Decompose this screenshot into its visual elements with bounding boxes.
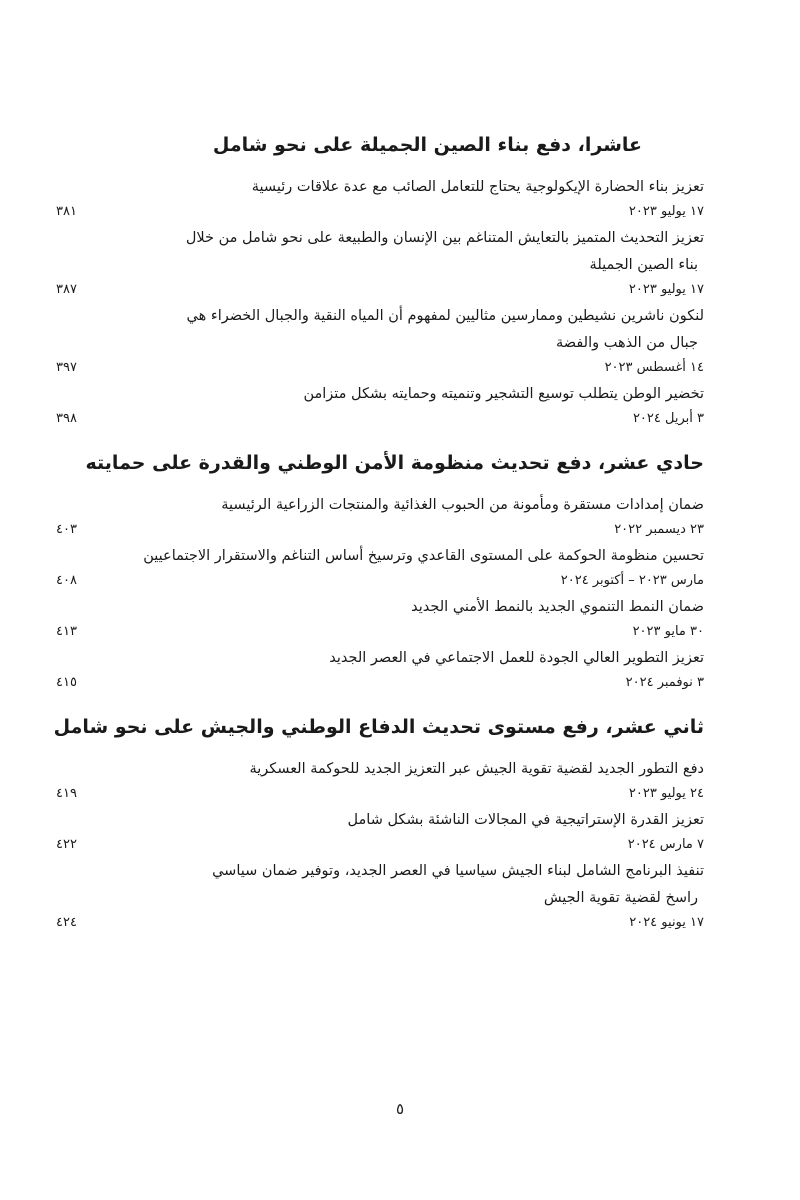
toc-entry bbox=[56, 174, 704, 223]
table-of-contents bbox=[53, 120, 712, 934]
toc-entry bbox=[56, 225, 704, 301]
toc-entry bbox=[56, 645, 704, 694]
section-title: عاشرا، دفع بناء الصين الجميلة على نحو شامل bbox=[212, 134, 642, 156]
entry-date: ٧ مارس ٢٠٢٤ bbox=[627, 837, 704, 852]
entry-title: تحسين منظومة الحوكمة على المستوى القاعدي وترسيخ أساس التناغم والاستقرار الاجتماعيين bbox=[143, 548, 704, 564]
toc-entry bbox=[56, 756, 704, 805]
entry-page-number: ٤٠٨ bbox=[56, 573, 77, 588]
entry-title: تعزيز القدرة الإستراتيجية في المجالات الناشئة بشكل شامل bbox=[347, 812, 704, 828]
entry-page-number: ٣٨٧ bbox=[56, 282, 77, 297]
page-number: ٥ bbox=[395, 1100, 405, 1118]
toc-entry bbox=[56, 543, 704, 592]
toc-entry bbox=[56, 381, 704, 430]
entry-title: تعزيز بناء الحضارة الإيكولوجية يحتاج للتعامل الصائب مع عدة علاقات رئيسية bbox=[251, 179, 704, 195]
entry-page-number: ٣٩٨ bbox=[56, 411, 77, 426]
entry-title: دفع التطور الجديد لقضية تقوية الجيش عبر التعزيز الجديد للحوكمة العسكرية bbox=[249, 761, 704, 777]
entry-page-number: ٣٩٧ bbox=[56, 360, 77, 375]
entry-title-continued: بناء الصين الجميلة bbox=[589, 257, 698, 273]
entry-page-number: ٤١٩ bbox=[56, 786, 77, 801]
entry-page-number: ٤٢٢ bbox=[56, 837, 77, 852]
entry-title: تخضير الوطن يتطلب توسيع التشجير وتنميته وحمايته بشكل متزامن bbox=[303, 386, 704, 402]
toc-entry bbox=[56, 807, 704, 856]
entry-title-continued: راسخ لقضية تقوية الجيش bbox=[543, 890, 698, 906]
entry-date: ٢٣ ديسمبر ٢٠٢٢ bbox=[614, 522, 704, 537]
entry-title: تنفيذ البرنامج الشامل لبناء الجيش سياسيا في العصر الجديد، وتوفير ضمان سياسي bbox=[212, 863, 704, 879]
entry-page-number: ٤١٥ bbox=[56, 675, 77, 690]
toc-entry bbox=[56, 594, 704, 643]
entry-date: مارس ٢٠٢٣ – أكتوبر ٢٠٢٤ bbox=[560, 573, 704, 588]
entry-date: ١٧ يونيو ٢٠٢٤ bbox=[629, 915, 704, 930]
entry-date: ١٧ يوليو ٢٠٢٣ bbox=[628, 204, 704, 219]
entry-date: ٣٠ مايو ٢٠٢٣ bbox=[632, 624, 704, 639]
section-title: ثاني عشر، رفع مستوى تحديث الدفاع الوطني والجيش على نحو شامل bbox=[53, 716, 704, 738]
entry-date: ٢٤ يوليو ٢٠٢٣ bbox=[628, 786, 704, 801]
entry-page-number: ٤٠٣ bbox=[56, 522, 77, 537]
entry-title: لنكون ناشرين نشيطين وممارسين مثاليين لمفهوم أن المياه النقية والجبال الخضراء هي bbox=[186, 308, 704, 324]
entry-title: تعزيز التحديث المتميز بالتعايش المتناغم بين الإنسان والطبيعة على نحو شامل من خلال bbox=[185, 230, 704, 246]
entry-title-continued: جبال من الذهب والفضة bbox=[556, 335, 698, 351]
entry-title: تعزيز التطوير العالي الجودة للعمل الاجتماعي في العصر الجديد bbox=[329, 650, 704, 666]
toc-entry bbox=[56, 858, 704, 934]
entry-date: ٣ نوفمبر ٢٠٢٤ bbox=[625, 675, 704, 690]
entry-page-number: ٤١٣ bbox=[56, 624, 77, 639]
entry-date: ١٧ يوليو ٢٠٢٣ bbox=[628, 282, 704, 297]
entry-title: ضمان إمدادات مستقرة ومأمونة من الحبوب الغذائية والمنتجات الزراعية الرئيسية bbox=[221, 497, 704, 513]
entry-page-number: ٣٨١ bbox=[56, 204, 77, 219]
entry-date: ٣ أبريل ٢٠٢٤ bbox=[632, 411, 704, 426]
entry-title: ضمان النمط التنموي الجديد بالنمط الأمني الجديد bbox=[411, 599, 704, 615]
section-title: حادي عشر، دفع تحديث منظومة الأمن الوطني والقدرة على حمايته bbox=[85, 452, 704, 474]
entry-page-number: ٤٢٤ bbox=[56, 915, 77, 930]
toc-entry bbox=[56, 492, 704, 541]
toc-entry bbox=[56, 303, 704, 379]
entry-date: ١٤ أغسطس ٢٠٢٣ bbox=[604, 360, 704, 375]
